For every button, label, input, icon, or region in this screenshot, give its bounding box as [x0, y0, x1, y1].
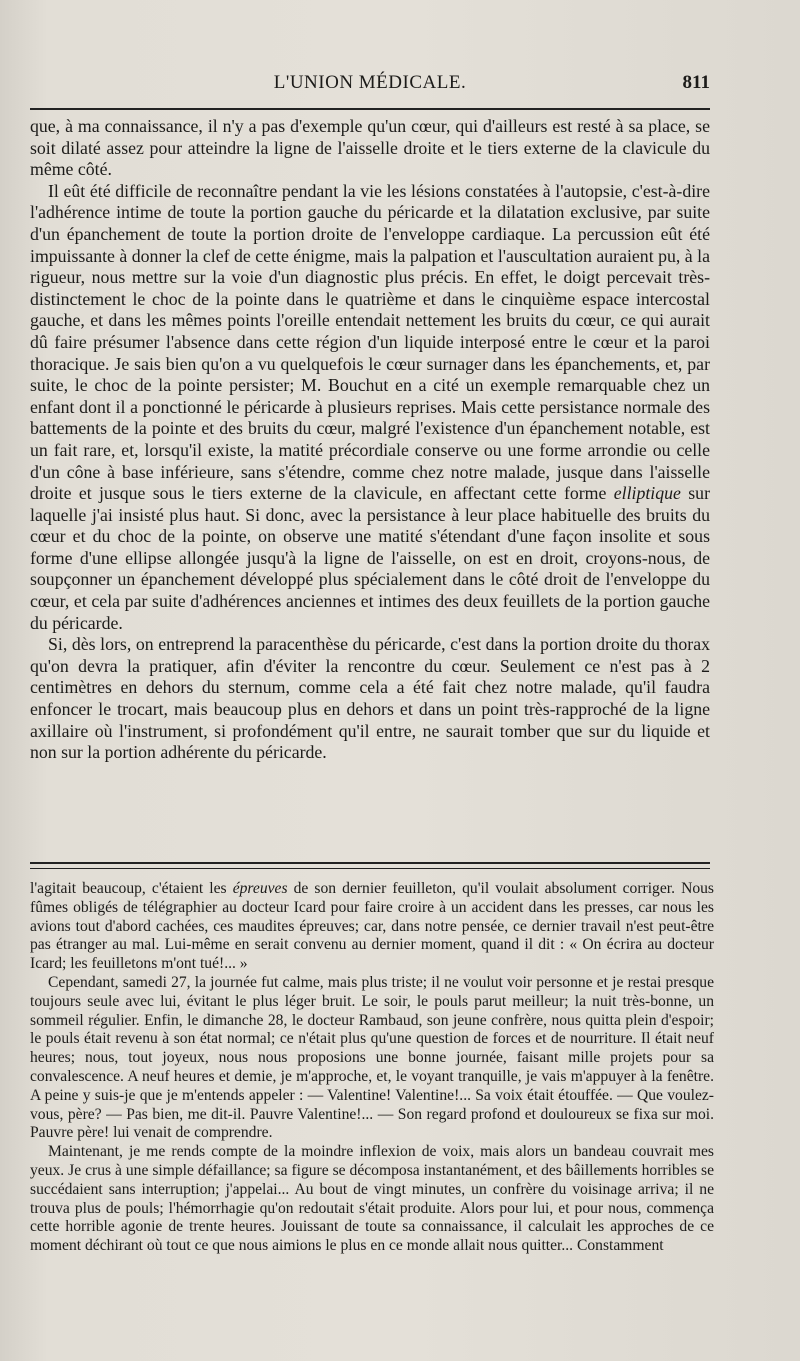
feuilleton-body	[30, 880, 714, 1256]
article-body	[30, 116, 710, 764]
page-header	[30, 72, 710, 102]
emphasis-epreuves: épreuves	[232, 880, 288, 897]
article-paragraph-1: que, à ma connaissance, il n'y a pas d'exemple qu'un cœur, qui d'ailleurs est resté à sa place, se soit dilaté assez pour atteindre la ligne de l'aisselle droite et le tiers externe de la clavicule du même côté.	[30, 116, 710, 180]
feuilleton-separator	[30, 862, 710, 869]
feuilleton-paragraph-2: Cependant, samedi 27, la journée fut calme, mais plus triste; il ne voulut voir personne et je restai presque toujours seule avec lui, évitant le plus léger bruit. Le soir, le pouls parut meilleur; la nuit très-bonne, un sommeil régulier. Enfin, le dimanche 28, le docteur Rambaud, son jeune confrère, nous quitta plein d'espoir; le pouls était revenu à son état normal; ce n'était plus qu'une question de forces et de nourriture. Il était neuf heures; nous, tout joyeux, nous nous proposions une bonne journée, faisant mille projets pour sa convalescence. A neuf heures et demie, je m'approche, et, le voyant tranquille, je vais m'appuyer à la fenêtre. A peine y suis-je que je m'entends appeler : — Valentine! Valentine!... Sa voix était étouffée. — Que voulez-vous, père? — Pas bien, me dit-il. Pauvre Valentine!... — Son regard profond et douloureux se fixa sur moi. Pauvre père! lui venait de comprendre.	[30, 973, 714, 1142]
running-title: L'UNION MÉDICALE.	[273, 72, 467, 93]
feuilleton-paragraph-1: l'agitait beaucoup, c'étaient les épreuves de son dernier feuilleton, qu'il voulait absolument corriger. Nous fûmes obligés de télégraphier au docteur Icard pour faire croire à un accident dans les presses, car nous les avions tout d'abord cachées, ces maudites épreuves; car, dans notre pensée, ce dernier travail n'est peut-être pas étranger au mal. Lui-même en serait convenu au dernier moment, quand il dit : « On écrira au docteur Icard; les feuilletons m'ont tué!... »	[30, 880, 714, 973]
header-rule	[30, 108, 710, 110]
emphasis-elliptique: elliptique	[613, 483, 681, 504]
article-paragraph-3: Si, dès lors, on entreprend la paracenthèse du péricarde, c'est dans la portion droite du thorax qu'on devra la pratiquer, afin d'éviter la rencontre du cœur. Seulement ce n'est pas à 2 centimètres en dehors du sternum, comme cela a été fait chez notre malade, qu'il faudra enfoncer le trocart, mais beaucoup plus en dehors et dans un point très-rapproché de la ligne axillaire où l'instrument, si profondément qu'il entre, ne saurait tomber que sur du liquide et non sur la portion adhérente du péricarde.	[30, 634, 710, 763]
article-paragraph-2: Il eût été difficile de reconnaître pendant la vie les lésions constatées à l'autopsie, c'est-à-dire l'adhérence intime de toute la portion gauche du péricarde et la dilatation exclusive, par suite d'un épanchement de toute la portion droite de l'enveloppe cardiaque. La percussion eût été impuissante à donner la clef de cette énigme, mais la palpation et l'auscultation auraient pu, à la rigueur, nous mettre sur la voie d'un diagnostic plus précis. En effet, le doigt percevait très-distinctement le choc de la pointe dans le quatrième et dans le cinquième espace intercostal gauche, et dans les mêmes points l'oreille entendait nettement les bruits du cœur, ce qui aurait dû faire présumer l'absence dans cette région d'un liquide interposé entre le cœur et la paroi thoracique. Je sais bien qu'on a vu quelquefois le cœur surnager dans les épanchements, et, par suite, le choc de la pointe persister; M. Bouchut en a cité un exemple remarquable chez un enfant dont il a ponctionné le péricarde à plusieurs reprises. Mais cette persistance normale des battements de la pointe et des bruits du cœur, malgré l'existence d'un épanchement notable, est un fait rare, et, lorsqu'il existe, la matité précordiale conserve ou une forme arrondie ou celle d'un cône à base inférieure, sans s'étendre, comme chez notre malade, jusque dans l'aisselle droite et jusque sous le tiers externe de la clavicule, en affectant cette forme elliptique sur laquelle j'ai insisté plus haut. Si donc, avec la persistance à leur place habituelle des bruits du cœur et du choc de la pointe, on observe une matité s'étendant d'une façon insolite et sous forme d'une ellipse allongée jusqu'à la ligne de l'aisselle, on est en droit, croyons-nous, de soupçonner un épanchement développé plus spécialement dans le côté droit de l'enveloppe du cœur, et cela par suite d'adhérences anciennes et intimes des deux feuillets de la portion gauche du péricarde.	[30, 180, 710, 633]
page-number: 811	[682, 72, 710, 93]
feuilleton-paragraph-3: Maintenant, je me rends compte de la moindre inflexion de voix, mais alors un bandeau couvrait mes yeux. Je crus à une simple défaillance; sa figure se décomposa instantanément, et des bâillements horribles se succédaient sans interruption; j'appelai... Au bout de vingt minutes, un confrère du voisinage arriva; il ne trouva plus de pouls; l'hémorrhagie qu'on redoutait s'était produite. Alors pour lui, et pour nous, commença cette horrible agonie de trente heures. Jouissant de toute sa connaissance, il calculait les approches de ce moment déchirant où tout ce que nous aimions le plus en ce monde allait nous quitter... Constamment	[30, 1143, 714, 1255]
